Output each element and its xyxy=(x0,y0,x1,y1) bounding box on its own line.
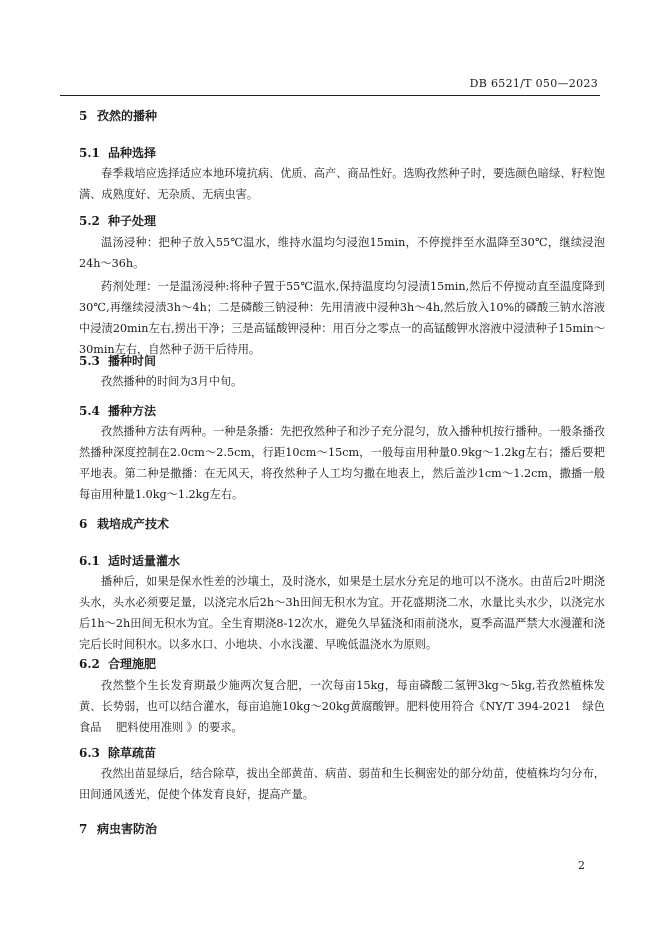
section-heading-6 xyxy=(79,515,169,532)
paragraph: 孜然出苗显绿后，结合除草，拔出全部黄苗、病苗、弱苗和生长稠密处的部分幼苗，使植株均匀分布，田间通风透光，促使个体发育良好，提高产量。 xyxy=(79,767,605,801)
section-title: 病虫害防治 xyxy=(97,822,158,836)
paragraph: 孜然整个生长发育期最少施两次复合肥，一次每亩15kg，每亩磷酸二氢钾3kg～5kg,若孜然植株发黄、长势弱，也可以结合灌水，每亩追施10kg～20kg黄腐酸钾。肥料使用符合《NY/T 394-2021 绿色食品 肥料使用准则 》的要求。 xyxy=(79,679,605,734)
paragraph: 春季栽培应选择适应本地环境抗病、优质、高产、商品性好。选购孜然种子时，要选颜色暗绿、籽粒饱满、成熟度好、无杂质、无病虫害。 xyxy=(79,167,605,201)
section-title: 播种时间 xyxy=(108,354,157,368)
paragraph: 孜然播种方法有两种。一种是条播：先把孜然种子和沙子充分混匀，放入播种机按行播种。一般条播孜然播种深度控制在2.0cm～2.5cm，行距10cm～15cm，一般每亩用种量0.9kg～1.2kg左右；播后要耙平地表。第二种是撒播：在无风天，将孜然种子人工均匀撒在地表上，然后盖沙1cm～1.2cm，撒播一般每亩用种量1.0kg～1.2kg左右。 xyxy=(79,425,605,501)
section-heading-5-4 xyxy=(79,402,156,419)
section-title: 品种选择 xyxy=(108,146,157,160)
section-number: 5.3 xyxy=(79,354,100,368)
section-title: 孜然的播种 xyxy=(97,109,158,123)
section-heading-6-1 xyxy=(79,552,180,569)
paragraph: 温汤浸种：把种子放入55℃温水，维持水温均匀浸泡15min，不停搅拌至水温降至30℃，继续浸泡24h～36h。 xyxy=(79,236,605,270)
section-number: 6.3 xyxy=(79,746,100,760)
section-number: 6.1 xyxy=(79,554,100,568)
paragraph: 药剂处理：一是温汤浸种:将种子置于55℃温水,保持温度均匀浸渍15min,然后不停搅动直至温度降到30℃,再继续浸渍3h～4h；二是磷酸三钠浸种：先用清液中浸种3h～4h,然后放入10%的磷酸三钠水溶液中浸渍20min左右,捞出干净；三是高锰酸钾浸种：用百分之零点一的高锰酸钾水溶液中浸渍种子15min～30min左右，自然种子沥干后待用。 xyxy=(79,280,605,356)
section-number: 5.4 xyxy=(79,404,100,418)
section-heading-5-1 xyxy=(79,144,156,161)
section-number: 5 xyxy=(79,109,88,123)
section-title: 适时适量灌水 xyxy=(108,554,181,568)
section-title: 播种方法 xyxy=(108,404,157,418)
page-number: 2 xyxy=(578,859,585,872)
section-heading-6-3 xyxy=(79,744,156,761)
section-heading-6-2 xyxy=(79,655,156,672)
section-number: 7 xyxy=(79,822,88,836)
section-heading-5-2 xyxy=(79,212,156,229)
section-heading-5 xyxy=(79,107,157,124)
section-number: 6.2 xyxy=(79,657,100,671)
section-number: 5.1 xyxy=(79,146,100,160)
header-rule xyxy=(60,95,600,96)
section-number: 6 xyxy=(79,517,88,531)
section-title: 合理施肥 xyxy=(108,657,157,671)
paragraph: 播种后，如果是保水性差的沙壤土，及时浇水，如果是土层水分充足的地可以不浇水。由苗后2叶期浇头水，头水必须要足量，以浇完水后2h～3h田间无积水为宜。开花盛期浇二水，水量比头水少，以浇完水后1h～2h田间无积水为宜。全生育期浇8-12次水，避免久旱猛浇和雨前浇水，夏季高温严禁大水漫灌和浇完后长时间积水。以多水口、小地块、小水浅灌、早晚低温浇水为原则。 xyxy=(79,575,605,651)
section-title: 栽培成产技术 xyxy=(97,517,170,531)
section-heading-5-3 xyxy=(79,352,156,369)
section-number: 5.2 xyxy=(79,214,100,228)
section-heading-7 xyxy=(79,820,157,837)
section-title: 种子处理 xyxy=(108,214,157,228)
paragraph: 孜然播种的时间为3月中旬。 xyxy=(101,375,243,388)
section-title: 除草疏苗 xyxy=(108,746,157,760)
document-header-code: DB 6521/T 050—2023 xyxy=(469,77,598,90)
